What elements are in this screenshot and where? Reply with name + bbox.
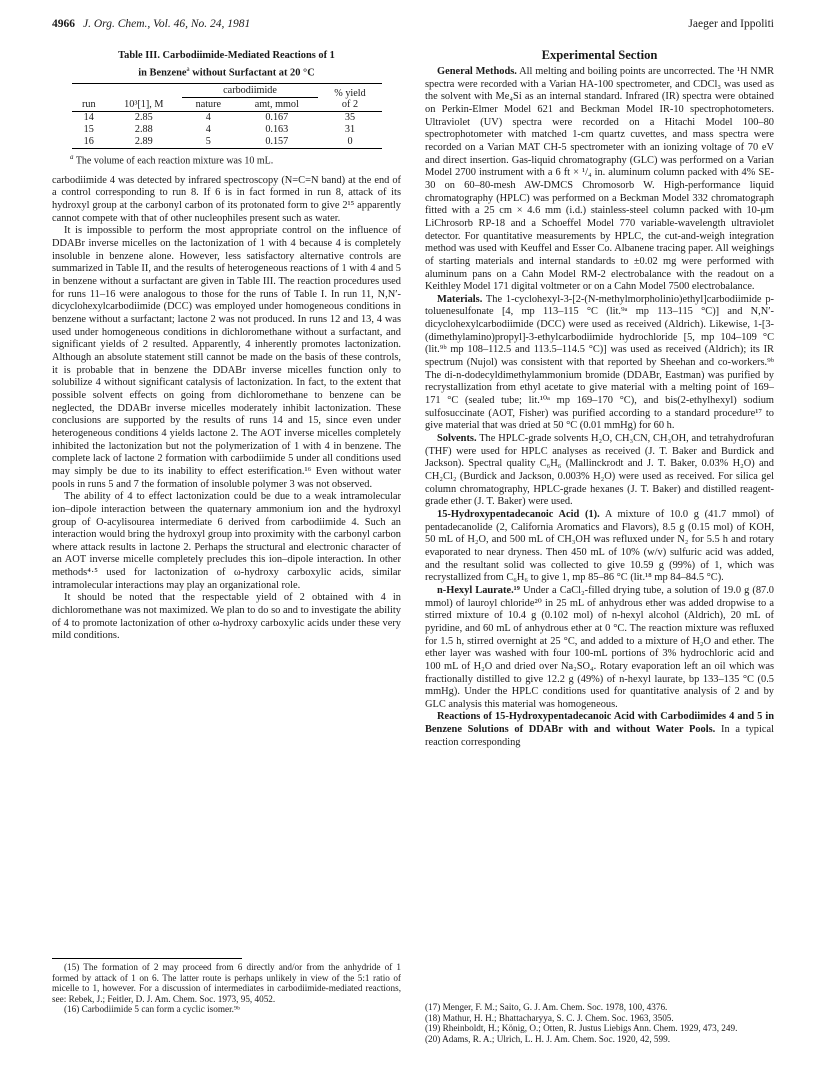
- column-header-yield: % yield of 2: [334, 88, 366, 111]
- body-paragraph: The ability of 4 to effect lactonization could be due to a weak intramolecular ion–dipole interaction between the quaternary ammonium ion and the hydroxyl group of O-acylisourea intermediate 6 derived from carbodiimide 4. Such an interaction would bring the hydroxyl group into proximity with the carbonyl carbon where attack results in lactone 2. Perhaps the structural and electronic character of an AOT inverse micelle completely precludes this ion–dipole interaction. In other methods⁴·⁵ used for lactonization of ω-hydroxy carboxylic acids, similar intramolecular interactions may play an organizational role.: [52, 491, 401, 591]
- table-row: 16 2.89 5 0.157 0: [72, 136, 382, 149]
- column-header-amount: amt, mmol: [254, 99, 299, 111]
- footnote: (18) Mathur, H. H.; Bhattacharyya, S. C. J. Chem. Soc. 1963, 3505.: [425, 1012, 674, 1023]
- table-row: 14 2.85 4 0.167 35: [83, 112, 356, 124]
- results-table: [72, 83, 382, 149]
- running-header: [52, 18, 774, 38]
- section-title: Experimental Section: [541, 48, 658, 62]
- column-header-run: run: [81, 99, 96, 111]
- footnote: (20) Adams, R. A.; Ulrich, L. H. J. Am. Chem. Soc. 1920, 42, 599.: [425, 1033, 670, 1044]
- column-group-header: carbodiimide: [182, 84, 319, 98]
- table-footnote: $^a$ The volume of each reaction mixture was 10 mL.: [70, 153, 274, 167]
- body-paragraph: carbodiimide 4 was detected by infrared spectroscopy (N=C=N band) at the end of a control corresponding to run 8. If 6 is in fact formed in run 8, attack of its hydroxyl group at the carbonyl carbon of its protonated form to give 2¹⁵ apparently cannot compete with that of other nucleophiles present such as water.: [52, 174, 401, 224]
- footnote: (15) The formation of 2 may proceed from 6 directly and/or from the anhydride of 1 formed by attack of 1 on 6. The latter route is perhaps unlikely in view of the 5:1 ratio of micelle to 1, however. For a discussion of intermediates in carbodiimide-mediated reactions, see: Rebek, J.; Feitler, D. J. Am. Chem. Soc. 1973, 95, 4052.: [52, 962, 401, 1004]
- footnote-rule: [52, 958, 242, 959]
- body-paragraph: It should be noted that the respectable yield of 2 obtained with 4 in dichloromethane was not maximized. We plan to do so and to investigate the ability of 4 to promote lactonization of other ω-hydroxy carboxylic acids under these very mild conditions.: [52, 592, 401, 642]
- page: [52, 18, 775, 748]
- body-paragraph: It is impossible to perform the most appropriate control on the influence of DDABr inverse micelles on the lactonization of 1 with 4 because 4 is completely insoluble in benzene alone. However, less satisfactory alternative controls are summarized in Table II, and the results of heterogeneous reactions of 1 with 4 and 5 in benzene without a surfactant are given in Table III. The reaction procedures used for runs 11–16 were analogous to those for the runs of Table I. In run 11, N,N′-dicyclohexylcarbodiimide (DCC) was employed under homogeneous conditions in benzene without a surfactant; lactone 2 was not produced. In runs 12 and 13, 4 was used under homogeneous conditions in dichloromethane without a surfactant, and significant yields of 2 resulted. Apparently, 4 inherently promotes lactonization. Although an absolute statement still cannot be made on the basis of these controls, it is probable that in benzene the DDABr inverse micelles function only to solubilize 4 without significant catalysis of lactonization. In fact, to the extent that possible solvent effects on going from dichloromethane to benzene can be neglected, the DDABr inverse micelles moderately inhibit lactonization. These conclusions are supported by the results of runs 14 and 15, since even under heterogeneous conditions 4 yields lactone 2. The AOT inverse micelles completely inhibited the lactonization but not the polymerization of 1 with 4 in benzene. The complete lack of lactone 2 formation with carbodiimide 5 under all conditions used may simply be due to its inability to effect esterification.¹⁶ Even without water pools in runs 5 and 7 the formation of insoluble polymer 3 was not observed.: [52, 225, 401, 490]
- body-paragraph: n-Hexyl Laurate.¹⁹ Under a CaCl₂-filled drying tube, a solution of 19.0 g (87.0 mmol) of lauroyl chloride²⁰ in 25 mL of anhydrous ether was added dropwise to a stirred mixture of 10.4 g (0.102 mol) of n-hexyl alcohol (Aldrich), 20 mL of pyridine, and 60 mL of anhydrous ether at 0 °C. The reaction mixture was refluxed for 1.5 h, stirred overnight at 25 °C, and added to a mixture of H₂O and ether. The ether layer was washed with four 100-mL portions of 3% hydrochloric acid and 100 mL of H₂O and dried over Na₂SO₄. Rotary evaporation left an oil which was fractionally distilled to give 12.2 g (49%) of n-hexyl laurate, bp 133–135 °C (0.5 mmHg). Under the HPLC conditions used for quantitative analysis of 2 and by GLC analysis this material was homogeneous.: [425, 584, 775, 710]
- body-paragraph: Reactions of 15-Hydroxypentadecanoic Acid with Carbodiimides 4 and 5 in Benzene Solutions of DDABr with and without Water Pools. In a typical reaction corresponding: [425, 711, 774, 748]
- table-row: 15 2.88 4 0.163 31: [83, 124, 356, 136]
- table-title: Table III. Carbodiimide-Mediated Reactions of 1 in Benzene$^a$ without Surfactant at 20 °C: [118, 50, 335, 78]
- body-paragraph: Materials. The 1-cyclohexyl-3-[2-(N-methylmorpholinio)ethyl]carbodiimide p-toluenesulfonate [4, mp 113–115 °C (lit.⁹ᵃ mp 113–115 °C)] and N,N′-dicyclohexylcarbodiimide (DCC) were used as received (Aldrich). Likewise, 1-[3-(dimethylamino)propyl]-3-ethylcarbodiimide hydrochloride [5, mp 104–109 °C (lit.⁹ᵇ mp 108–112.5 and 113.5–114.5 °C)] was used as received (Aldrich); its IR spectrum (Nujol) was consistent with that reported by Sheehan and co-workers.⁹ᵇ The di-n-dodecyldimethylammonium bromide (DDABr, Eastman) was purified by recrystallization from ethyl acetate to give material with a melting point of 169–171 °C (sealed tube; lit.¹⁰ᵃ mp 169–170 °C), and bis(2-ethylhexyl) sodium sulfosuccinate (AOT, Fisher) was purified according to a standard procedure¹⁷ to give material that was dried at 50 °C (0.01 mmHg) for 60 h.: [425, 293, 774, 432]
- footnote: (19) Rheinboldt, H.; König, O.; Otten, R. Justus Liebigs Ann. Chem. 1929, 473, 249.: [425, 1023, 738, 1034]
- body-paragraph: General Methods. All melting and boiling points are uncorrected. The ¹H NMR spectra were recorded with a Varian HA-100 spectrometer, and CDCl₃ was used as the solvent with Me₄Si as an internal standard. Infrared (IR) spectra were obtained on Perkin-Elmer Model 621 and Beckman Model IR-10 spectrophotometers. Ultraviolet (UV) spectra were recorded on a Hitachi Model 100–80 spectrophotometer with matched 1-cm quartz cuvettes, and mass spectra were recorded on a Varian MAT CH-5 spectrometer with an ionizing voltage of 70 eV and direct insertion. Gas-liquid chromatography (GLC) was performed on a Varian Model 2700 instrument with a 6 ft × ¹/₄ in. aluminum column packed with 4% SE-30 on 60–80-mesh AW-DMCS Chromosorb W. High-performance liquid chromatography (HPLC) was performed on a Beckman Model 332 chromatograph fitted with a 25 cm × 4.6 mm (i.d.) stainless-steel column packed with 10-μm LiChrosorb RP-18 and a Schoeffel Model 770 variable-wavelength ultraviolet detector. For quantitative measurements by HPLC, the cut-and-weigh integration method was used with Keuffel and Esser Co. Albanene tracing paper. All weighings of starting materials and internal standards to ±0.02 mg were performed with aluminum pans on a Cahn Model RM-2 electrobalance with the readout on a Keithley Model 171 digital voltmeter or on a Cahn Model 7500 electrobalance.: [425, 66, 774, 293]
- body-paragraph: Solvents. The HPLC-grade solvents H₂O, CH₃CN, CH₃OH, and tetrahydrofuran (THF) were used for HPLC analyses as received (J. T. Baker and Burdick and Jackson). Spectral quality C₆H₆ (Mallinckrodt and J. T. Baker, 0.03% H₂O) and CH₂Cl₂ (Burdick and Jackson, 0.003% H₂O) were used as received. For silica gel column chromatography, HPLC-grade hexanes (J. T. Baker) and distilled reagent-grade ether (J. T. Baker) were used.: [425, 433, 774, 508]
- right-column: [425, 48, 774, 749]
- footnote: (16) Carbodiimide 5 can form a cyclic isomer.⁹ᵇ: [64, 1004, 240, 1015]
- left-column: [52, 48, 401, 643]
- column-header-conc: 10³[1], M: [124, 99, 164, 111]
- column-header-nature: nature: [195, 99, 222, 111]
- body-paragraph: 15-Hydroxypentadecanoic Acid (1). A mixture of 10.0 g (41.7 mmol) of pentadecanolide (2, California Aromatics and Flavors), 8.5 g (0.15 mol) of KOH, 50 mL of H₂O, and 500 mL of CH₃OH was refluxed under N₂ for 5.5 h and rotary evaporated to near dryness. Then 450 mL of 10% (w/v) sulfuric acid was added, and the resultant solid was collected to give 10.59 g (99%) of 1, which was recrystallized from C₆H₆ to give 1, mp 85–86 °C (lit.¹⁸ mp 84–84.5 °C).: [425, 508, 775, 584]
- running-authors: Jaeger and Ippoliti: [688, 18, 774, 30]
- footnotes-right: [425, 1002, 774, 1044]
- journal-citation: J. Org. Chem., Vol. 46, No. 24, 1981: [83, 18, 251, 30]
- footnotes-left: [52, 958, 401, 1015]
- page-number: 4966: [52, 18, 75, 30]
- footnote: (17) Menger, F. M.; Saito, G. J. Am. Chem. Soc. 1978, 100, 4376.: [425, 1002, 668, 1012]
